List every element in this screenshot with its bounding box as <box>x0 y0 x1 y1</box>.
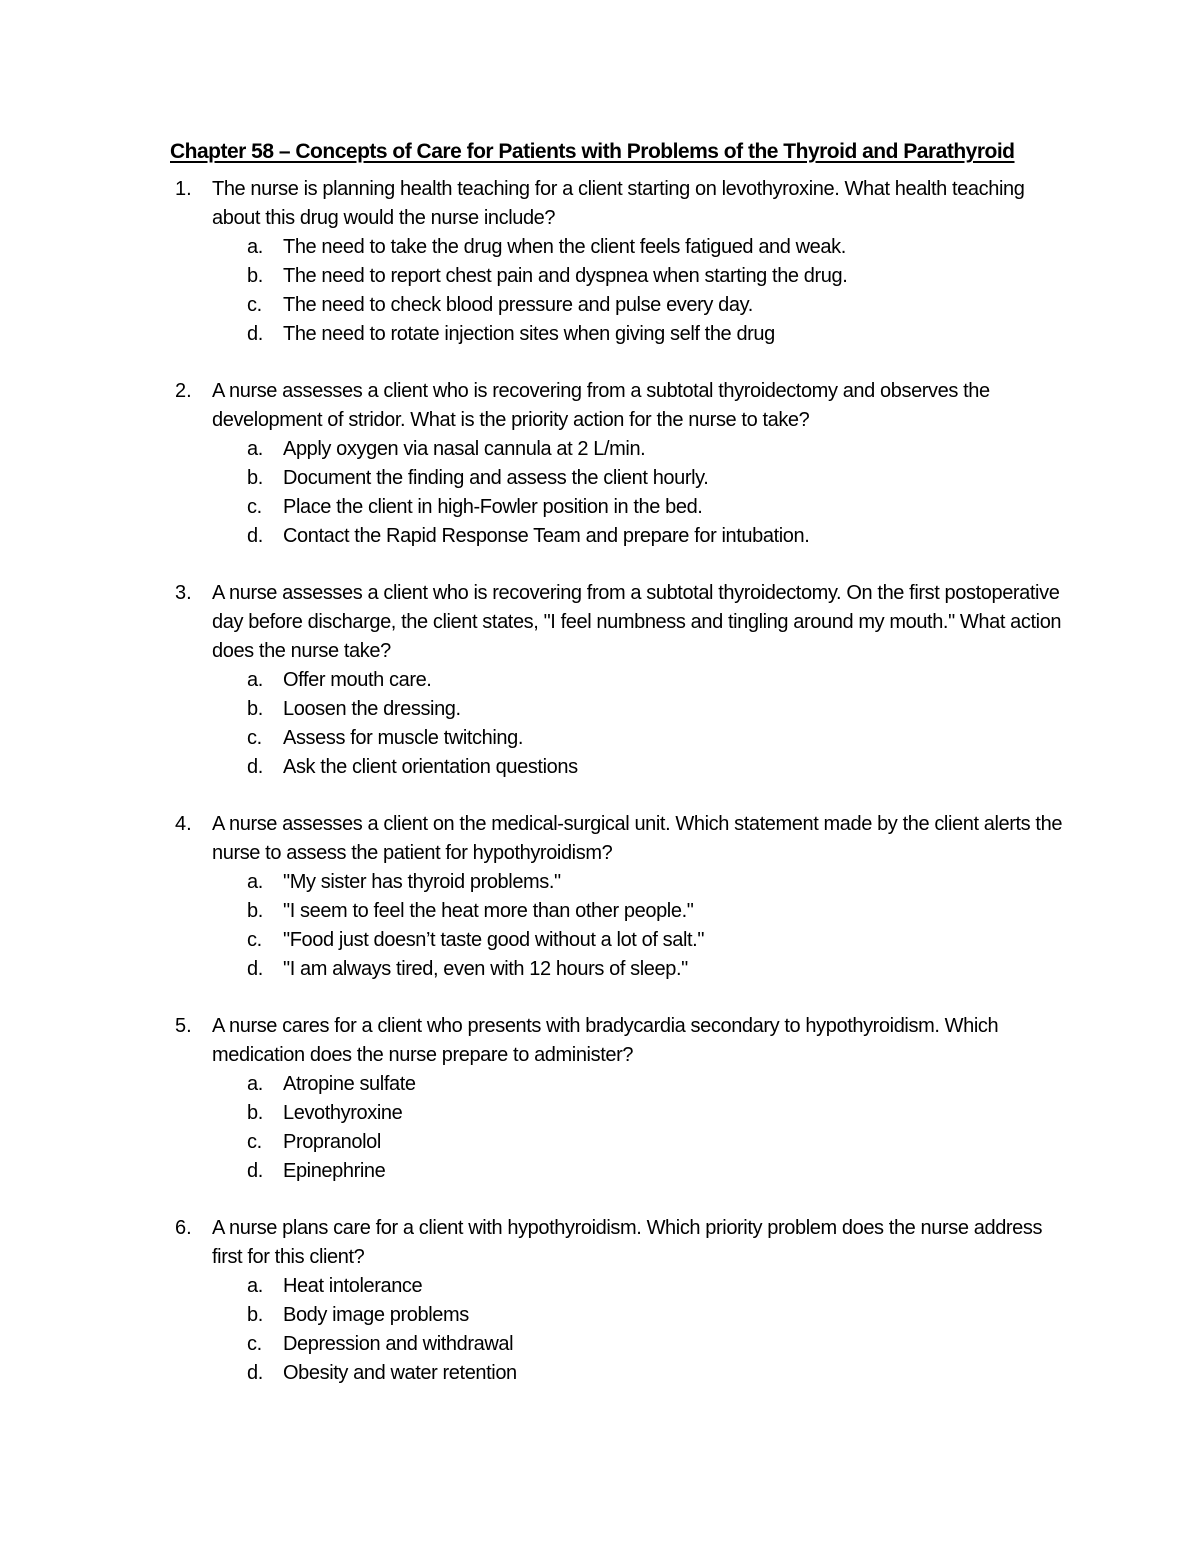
answer-option <box>175 1157 1075 1186</box>
option-letter: d. <box>247 756 263 778</box>
question-text: A nurse assesses a client who is recovering from a subtotal thyroidectomy. On the first postoperative day before discharge, the client states, "I feel numbness and tingling around my mouth." What action does the nurse take? <box>212 582 1062 662</box>
option-letter: b. <box>247 900 263 922</box>
option-text: Propranolol <box>283 1131 381 1153</box>
option-text: Levothyroxine <box>283 1102 403 1124</box>
option-letter: a. <box>247 236 263 258</box>
question-text: The nurse is planning health teaching for a client starting on levothyroxine. What health teaching about this drug would the nurse include? <box>212 178 1025 229</box>
answer-option <box>175 897 1075 926</box>
answer-option <box>175 1070 1075 1099</box>
option-text: The need to take the drug when the client feels fatigued and weak. <box>283 236 846 258</box>
option-text: Atropine sulfate <box>283 1073 416 1095</box>
option-text: The need to check blood pressure and pulse every day. <box>283 294 753 316</box>
option-letter: c. <box>247 1333 262 1355</box>
answer-option <box>175 868 1075 897</box>
answer-option <box>175 1099 1075 1128</box>
question-item <box>175 175 1075 349</box>
option-text: "I am always tired, even with 12 hours of sleep." <box>283 958 688 980</box>
answer-option <box>175 320 1075 349</box>
answer-option <box>175 1272 1075 1301</box>
answer-option <box>175 262 1075 291</box>
answer-options <box>175 435 1075 551</box>
option-text: Document the finding and assess the client hourly. <box>283 467 709 489</box>
answer-option <box>175 1128 1075 1157</box>
page-title: Chapter 58 – Concepts of Care for Patients with Problems of the Thyroid and Parathyroid <box>170 140 1015 163</box>
question-text: A nurse assesses a client who is recovering from a subtotal thyroidectomy and observes the development of stridor. What is the priority action for the nurse to take? <box>212 380 990 431</box>
option-letter: b. <box>247 265 263 287</box>
answer-option <box>175 464 1075 493</box>
option-text: Offer mouth care. <box>283 669 432 691</box>
option-text: Loosen the dressing. <box>283 698 461 720</box>
answer-options <box>175 666 1075 782</box>
option-letter: a. <box>247 669 263 691</box>
option-letter: d. <box>247 525 263 547</box>
question-number: 1. <box>175 178 192 200</box>
option-text: Assess for muscle twitching. <box>283 727 523 749</box>
question-list <box>175 175 1075 1416</box>
question-text: A nurse assesses a client on the medical-surgical unit. Which statement made by the client alerts the nurse to assess the patient for hypothyroidism? <box>212 813 1063 864</box>
option-letter: c. <box>247 1131 262 1153</box>
option-letter: a. <box>247 871 263 893</box>
option-text: The need to report chest pain and dyspnea when starting the drug. <box>283 265 848 287</box>
option-text: Place the client in high-Fowler position in the bed. <box>283 496 703 518</box>
answer-option <box>175 1359 1075 1388</box>
answer-options <box>175 233 1075 349</box>
question-item <box>175 1012 1075 1186</box>
option-text: "Food just doesn’t taste good without a lot of salt." <box>283 929 705 951</box>
answer-option <box>175 493 1075 522</box>
answer-option <box>175 1301 1075 1330</box>
option-letter: d. <box>247 323 263 345</box>
question-text: A nurse cares for a client who presents with bradycardia secondary to hypothyroidism. Which medication does the nurse prepare to administer? <box>212 1015 999 1066</box>
option-letter: c. <box>247 294 262 316</box>
question-number: 6. <box>175 1217 192 1239</box>
option-text: The need to rotate injection sites when giving self the drug <box>283 323 775 345</box>
answer-option <box>175 233 1075 262</box>
question-text: A nurse plans care for a client with hypothyroidism. Which priority problem does the nurse address first for this client? <box>212 1217 1043 1268</box>
option-text: "I seem to feel the heat more than other people." <box>283 900 694 922</box>
option-letter: d. <box>247 958 263 980</box>
question-number: 4. <box>175 813 192 835</box>
option-letter: c. <box>247 727 262 749</box>
answer-option <box>175 522 1075 551</box>
option-letter: b. <box>247 1102 263 1124</box>
answer-option <box>175 435 1075 464</box>
option-text: Body image problems <box>283 1304 469 1326</box>
option-text: Contact the Rapid Response Team and prepare for intubation. <box>283 525 810 547</box>
answer-option <box>175 291 1075 320</box>
question-number: 3. <box>175 582 192 604</box>
option-letter: b. <box>247 467 263 489</box>
option-text: "My sister has thyroid problems." <box>283 871 561 893</box>
option-text: Depression and withdrawal <box>283 1333 514 1355</box>
answer-options <box>175 1272 1075 1388</box>
answer-options <box>175 868 1075 984</box>
answer-option <box>175 753 1075 782</box>
question-item <box>175 1214 1075 1388</box>
option-letter: a. <box>247 438 263 460</box>
option-letter: a. <box>247 1275 263 1297</box>
question-item <box>175 579 1075 782</box>
option-text: Obesity and water retention <box>283 1362 517 1384</box>
question-item <box>175 810 1075 984</box>
answer-option <box>175 1330 1075 1359</box>
option-letter: d. <box>247 1160 263 1182</box>
option-letter: c. <box>247 496 262 518</box>
option-text: Ask the client orientation questions <box>283 756 578 778</box>
option-letter: b. <box>247 1304 263 1326</box>
answer-option <box>175 926 1075 955</box>
question-number: 5. <box>175 1015 192 1037</box>
option-text: Apply oxygen via nasal cannula at 2 L/min. <box>283 438 646 460</box>
option-letter: c. <box>247 929 262 951</box>
option-letter: a. <box>247 1073 263 1095</box>
answer-option <box>175 666 1075 695</box>
answer-options <box>175 1070 1075 1186</box>
option-letter: d. <box>247 1362 263 1384</box>
option-text: Epinephrine <box>283 1160 386 1182</box>
answer-option <box>175 955 1075 984</box>
answer-option <box>175 724 1075 753</box>
answer-option <box>175 695 1075 724</box>
option-letter: b. <box>247 698 263 720</box>
question-item <box>175 377 1075 551</box>
question-number: 2. <box>175 380 192 402</box>
option-text: Heat intolerance <box>283 1275 423 1297</box>
